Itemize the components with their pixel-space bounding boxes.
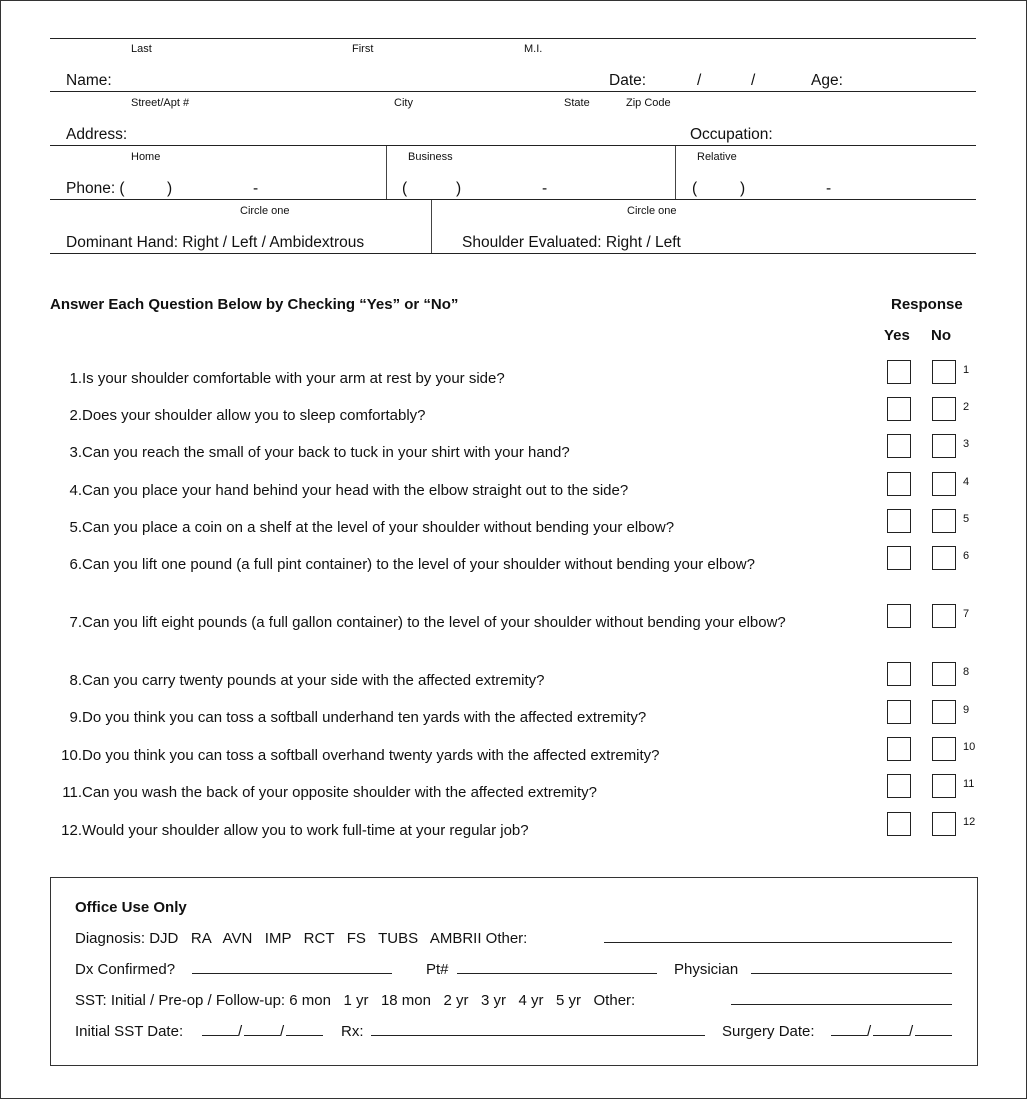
yes-checkbox-12[interactable] — [887, 812, 911, 836]
divider — [50, 253, 976, 254]
question-item — [56, 745, 660, 767]
pt-number-field[interactable] — [457, 973, 657, 974]
question-text: Does your shoulder allow you to sleep comfortably? — [82, 407, 426, 424]
date-slash: / — [280, 1023, 285, 1040]
divider — [386, 146, 387, 199]
initial-sst-day-field[interactable] — [244, 1035, 280, 1036]
yes-checkbox-11[interactable] — [887, 774, 911, 798]
no-checkbox-4[interactable] — [932, 472, 956, 496]
question-number: 10. — [61, 747, 82, 764]
rx-field[interactable] — [371, 1035, 705, 1036]
dx-confirmed-label: Dx Confirmed? — [75, 961, 176, 978]
question-item — [56, 405, 426, 427]
phone-label: Phone: ( — [66, 180, 125, 197]
question-item — [56, 820, 529, 842]
box-number: 12 — [963, 816, 976, 828]
yes-checkbox-10[interactable] — [887, 737, 911, 761]
box-number: 7 — [963, 608, 970, 620]
date-slash: / — [909, 1023, 914, 1040]
dash: - — [542, 180, 548, 197]
yes-checkbox-2[interactable] — [887, 397, 911, 421]
yes-checkbox-5[interactable] — [887, 509, 911, 533]
divider — [50, 38, 976, 39]
question-text: Do you think you can toss a softball overhand twenty yards with the affected extremity? — [82, 747, 660, 764]
pt-number-label: Pt# — [426, 961, 449, 978]
question-number: 1. — [69, 370, 82, 387]
relative-sublabel: Relative — [697, 151, 737, 163]
response-heading: Response — [891, 296, 963, 313]
box-number: 1 — [963, 364, 970, 376]
office-use-panel — [50, 877, 978, 1066]
dx-confirmed-field[interactable] — [192, 973, 392, 974]
divider — [50, 199, 976, 200]
office-use-title: Office Use Only — [75, 899, 187, 916]
no-checkbox-11[interactable] — [932, 774, 956, 798]
state-sublabel: State — [564, 97, 590, 109]
question-item — [56, 517, 675, 539]
yes-checkbox-1[interactable] — [887, 360, 911, 384]
question-number: 8. — [69, 672, 82, 689]
initial-sst-date-label: Initial SST Date: — [75, 1023, 184, 1040]
no-checkbox-3[interactable] — [932, 434, 956, 458]
name-label: Name: — [66, 72, 112, 89]
physician-field[interactable] — [751, 973, 952, 974]
paren-open: ( — [692, 180, 698, 197]
box-number: 3 — [963, 438, 970, 450]
divider — [675, 146, 676, 199]
box-number: 6 — [963, 550, 970, 562]
surgery-day-field[interactable] — [873, 1035, 909, 1036]
question-item — [56, 707, 647, 729]
box-number: 10 — [963, 741, 976, 753]
zip-sublabel: Zip Code — [626, 97, 671, 109]
question-item — [56, 480, 629, 502]
question-text: Would your shoulder allow you to work full-time at your regular job? — [82, 822, 529, 839]
diagnosis-label: Diagnosis: DJD RA AVN IMP RCT FS TUBS AMBRII Other: — [75, 930, 528, 947]
no-checkbox-5[interactable] — [932, 509, 956, 533]
yes-column-heading: Yes — [884, 327, 910, 344]
question-number: 9. — [69, 709, 82, 726]
question-number: 12. — [61, 822, 82, 839]
divider — [431, 200, 432, 253]
question-number: 7. — [69, 614, 82, 631]
question-number: 11. — [62, 784, 82, 801]
date-slash: / — [867, 1023, 872, 1040]
box-number: 4 — [963, 476, 970, 488]
no-checkbox-6[interactable] — [932, 546, 956, 570]
no-checkbox-8[interactable] — [932, 662, 956, 686]
home-sublabel: Home — [131, 151, 161, 163]
question-item — [56, 670, 545, 692]
question-number: 4. — [69, 482, 82, 499]
instruction-heading: Answer Each Question Below by Checking “Yes” or “No” — [50, 296, 459, 313]
circle-one-hint: Circle one — [240, 205, 290, 217]
paren-open: ( — [402, 180, 408, 197]
physician-label: Physician — [674, 961, 739, 978]
yes-checkbox-3[interactable] — [887, 434, 911, 458]
date-separator: / — [697, 72, 702, 89]
diagnosis-other-field[interactable] — [604, 942, 952, 943]
divider — [50, 145, 976, 146]
yes-checkbox-8[interactable] — [887, 662, 911, 686]
business-sublabel: Business — [408, 151, 453, 163]
question-text: Can you lift one pound (a full pint container) to the level of your shoulder without bending your elbow? — [82, 556, 755, 573]
yes-checkbox-9[interactable] — [887, 700, 911, 724]
circle-one-hint: Circle one — [627, 205, 677, 217]
date-slash: / — [238, 1023, 243, 1040]
box-number: 8 — [963, 666, 970, 678]
yes-checkbox-7[interactable] — [887, 604, 911, 628]
question-text: Can you lift eight pounds (a full gallon container) to the level of your shoulder without bending your elbow? — [82, 614, 786, 631]
mi-sublabel: M.I. — [524, 43, 543, 55]
no-checkbox-9[interactable] — [932, 700, 956, 724]
box-number: 11 — [963, 778, 975, 790]
paren-close: ) — [456, 180, 462, 197]
last-sublabel: Last — [131, 43, 152, 55]
question-text: Is your shoulder comfortable with your arm at rest by your side? — [82, 370, 505, 387]
no-checkbox-12[interactable] — [932, 812, 956, 836]
question-item — [56, 782, 598, 804]
question-number: 3. — [69, 444, 82, 461]
city-sublabel: City — [394, 97, 413, 109]
yes-checkbox-6[interactable] — [887, 546, 911, 570]
first-sublabel: First — [352, 43, 374, 55]
paren-close: ) — [167, 180, 173, 197]
question-text: Can you reach the small of your back to tuck in your shirt with your hand? — [82, 444, 570, 461]
initial-sst-month-field[interactable] — [202, 1035, 238, 1036]
no-checkbox-2[interactable] — [932, 397, 956, 421]
yes-checkbox-4[interactable] — [887, 472, 911, 496]
question-number: 5. — [69, 519, 82, 536]
question-text: Can you wash the back of your opposite shoulder with the affected extremity? — [82, 784, 598, 801]
age-label: Age: — [811, 72, 843, 89]
sst-other-field[interactable] — [731, 1004, 952, 1005]
sst-label: SST: Initial / Pre-op / Follow-up: 6 mon 1 yr 18 mon 2 yr 3 yr 4 yr 5 yr Other: — [75, 992, 636, 1009]
dominant-hand-field[interactable]: Dominant Hand: Right / Left / Ambidextrous — [66, 234, 365, 251]
question-text: Can you place your hand behind your head with the elbow straight out to the side? — [82, 482, 629, 499]
question-text: Do you think you can toss a softball underhand ten yards with the affected extremity? — [82, 709, 647, 726]
initial-sst-year-field[interactable] — [286, 1035, 323, 1036]
paren-close: ) — [740, 180, 746, 197]
street-sublabel: Street/Apt # — [131, 97, 190, 109]
question-text: Can you carry twenty pounds at your side with the affected extremity? — [82, 672, 545, 689]
dash: - — [253, 180, 259, 197]
address-label: Address: — [66, 126, 128, 143]
question-number: 6. — [69, 556, 82, 573]
question-item — [56, 368, 505, 390]
surgery-month-field[interactable] — [831, 1035, 867, 1036]
box-number: 2 — [963, 401, 970, 413]
no-checkbox-10[interactable] — [932, 737, 956, 761]
no-column-heading: No — [931, 327, 951, 344]
box-number: 9 — [963, 704, 970, 716]
no-checkbox-7[interactable] — [932, 604, 956, 628]
dash: - — [826, 180, 832, 197]
date-separator: / — [751, 72, 756, 89]
surgery-date-label: Surgery Date: — [722, 1023, 815, 1040]
question-number: 2. — [69, 407, 82, 424]
surgery-year-field[interactable] — [915, 1035, 952, 1036]
question-item — [56, 554, 755, 576]
question-item — [56, 612, 786, 634]
divider — [50, 91, 976, 92]
occupation-label: Occupation: — [690, 126, 773, 143]
box-number: 5 — [963, 513, 970, 525]
no-checkbox-1[interactable] — [932, 360, 956, 384]
shoulder-evaluated-field[interactable]: Shoulder Evaluated: Right / Left — [462, 234, 681, 251]
rx-label: Rx: — [341, 1023, 364, 1040]
date-label: Date: — [609, 72, 647, 89]
question-item — [56, 442, 570, 464]
question-text: Can you place a coin on a shelf at the level of your shoulder without bending your elbow? — [82, 519, 675, 536]
